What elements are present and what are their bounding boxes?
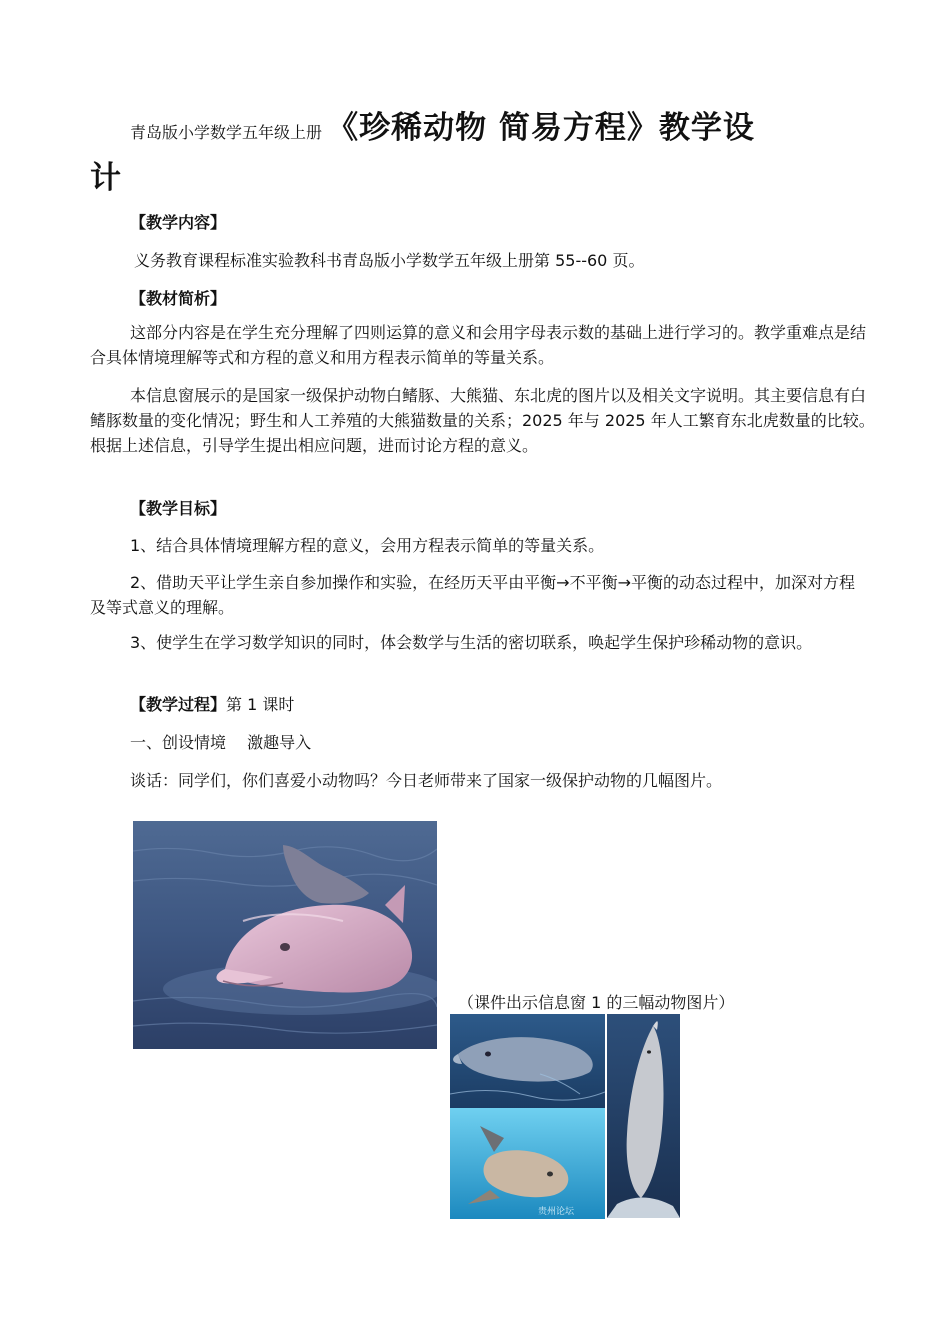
goal-item-1: 1、结合具体情境理解方程的意义，会用方程表示简单的等量关系。 (130, 536, 605, 555)
title-continuation: 计 (90, 160, 121, 196)
dolphin-photo-tall (607, 1014, 680, 1218)
process-subtitle: 第 1 课时 (226, 695, 295, 714)
goal-item-3: 3、使学生在学习数学知识的同时，体会数学与生活的密切联系，唤起学生保护珍稀动物的意识。 (130, 633, 813, 652)
section-heading-process: 【教学过程】 (130, 695, 227, 714)
title-line (130, 102, 755, 147)
section-heading-goals: 【教学目标】 (130, 499, 227, 518)
title-prefix: 青岛版小学数学五年级上册 (130, 123, 323, 142)
content-text: 义务教育课程标准实验教科书青岛版小学数学五年级上册第 55--60 页。 (134, 251, 645, 270)
talk-text: 谈话：同学们，你们喜爱小动物吗？今日老师带来了国家一级保护动物的几幅图片。 (130, 771, 723, 790)
goal-item-2: 2、借助天平让学生亲自参加操作和实验，在经历天平由平衡→不平衡→平衡的动态过程中，加深对方程及等式意义的理解。 (90, 573, 855, 617)
title-main: 《珍稀动物 简易方程》教学设 (327, 110, 755, 146)
dolphin-photo-small-bottom (450, 1108, 605, 1219)
analysis-paragraph-1: 这部分内容是在学生充分理解了四则运算的意义和会用字母表示数的基础上进行学习的。教学重难点是结合具体情境理解等式和方程的意义和用方程表示简单的等量关系。 (90, 323, 867, 367)
photo-watermark: 贵州论坛 (538, 1207, 575, 1217)
analysis-paragraph-2: 本信息窗展示的是国家一级保护动物白鳍豚、大熊猫、东北虎的图片以及相关文字说明。其主要信息有白鳍豚数量的变化情况；野生和人工养殖的大熊猫数量的关系；2025 年与 2025 年人工繁育东北虎数量的比较。根据上述信息，引导学生提出相应问题，进而讨论方程的意义。 (90, 386, 875, 455)
section-heading-analysis: 【教材简析】 (130, 289, 227, 308)
process-line (130, 692, 915, 717)
dolphin-photo-small-top (450, 1014, 605, 1109)
section-heading-content: 【教学内容】 (130, 213, 227, 232)
image-caption: （课件出示信息窗 1 的三幅动物图片） (458, 993, 735, 1012)
dolphin-photo-large (133, 821, 437, 1049)
step-heading-1: 一、创设情境 激趣导入 (130, 733, 312, 752)
